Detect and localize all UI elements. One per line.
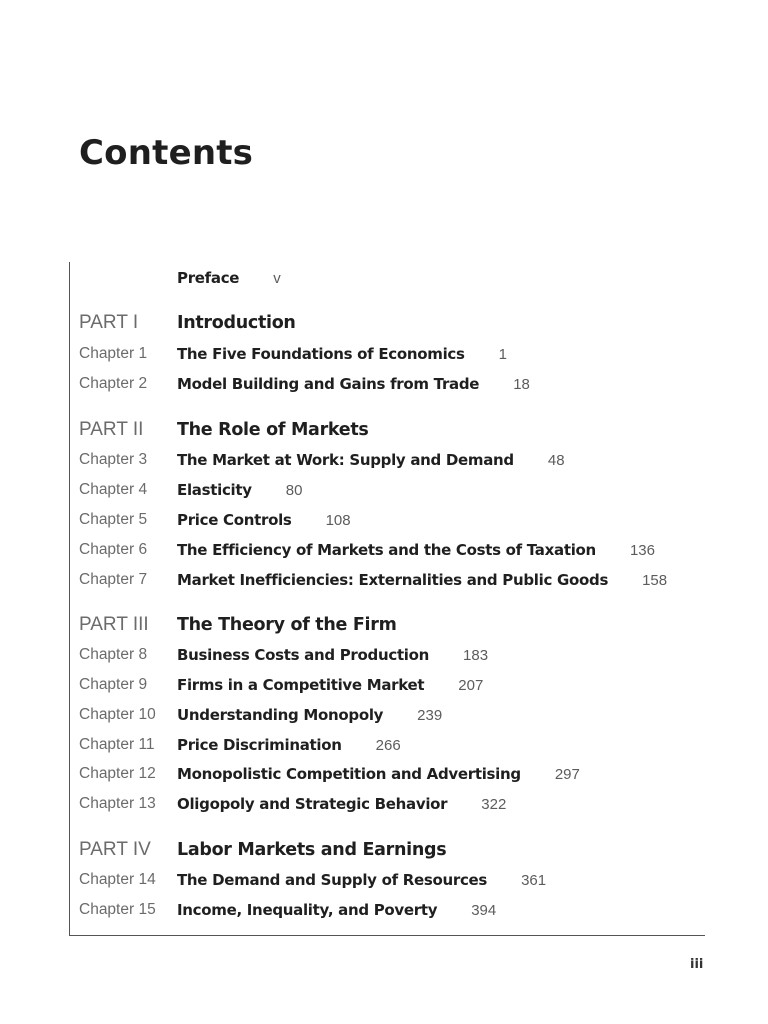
chapter-label: Chapter 13 [79, 795, 156, 812]
part-label: PART III [79, 614, 149, 635]
part-title: Labor Markets and Earnings [177, 840, 447, 860]
chapter-title: Monopolistic Competition and Advertising [177, 765, 521, 783]
chapter-label: Chapter 10 [79, 706, 156, 723]
chapter-page-number: 136 [629, 541, 655, 559]
chapter-title: Income, Inequality, and Poverty [177, 901, 438, 919]
entry-page-number: v [273, 269, 281, 287]
part-title: The Theory of the Firm [177, 615, 397, 635]
chapter-page-number: 158 [642, 571, 668, 589]
part-label: PART II [79, 419, 144, 440]
chapter-entry[interactable] [79, 643, 488, 667]
chapter-entry[interactable] [79, 508, 351, 532]
part-heading[interactable] [79, 613, 397, 637]
chapter-entry[interactable] [79, 868, 546, 892]
chapter-title: Understanding Monopoly [177, 706, 384, 724]
chapter-page-number: 239 [417, 706, 443, 724]
chapter-label: Chapter 7 [79, 571, 148, 588]
chapter-title: The Five Foundations of Economics [177, 345, 465, 363]
chapter-page-number: 183 [463, 646, 489, 664]
page-title: Contents [79, 133, 254, 173]
chapter-title: Firms in a Competitive Market [177, 676, 425, 694]
part-label: PART IV [79, 839, 151, 860]
chapter-entry[interactable] [79, 538, 655, 562]
chapter-title: Model Building and Gains from Trade [177, 375, 480, 393]
chapter-title: The Market at Work: Supply and Demand [177, 451, 514, 469]
chapter-entry[interactable] [79, 448, 565, 472]
chapter-label: Chapter 4 [79, 481, 148, 498]
chapter-title: Elasticity [177, 481, 252, 499]
part-label: PART I [79, 312, 139, 333]
chapter-entry[interactable] [79, 792, 506, 816]
chapter-entry[interactable] [79, 762, 580, 786]
chapter-label: Chapter 5 [79, 511, 148, 528]
part-heading[interactable] [79, 838, 446, 862]
chapter-page-number: 266 [375, 736, 401, 754]
chapter-page-number: 80 [285, 481, 303, 499]
chapter-label: Chapter 12 [79, 765, 156, 782]
chapter-entry[interactable] [79, 568, 667, 592]
chapter-entry[interactable] [79, 703, 442, 727]
chapter-label: Chapter 6 [79, 541, 148, 558]
chapter-page-number: 48 [547, 451, 565, 469]
chapter-entry[interactable] [79, 372, 530, 396]
chapter-label: Chapter 11 [79, 736, 155, 753]
chapter-title: Market Inefficiencies: Externalities and Public Goods [177, 571, 609, 589]
chapter-entry[interactable] [79, 478, 302, 502]
chapter-label: Chapter 14 [79, 871, 156, 888]
entry-title: Preface [177, 269, 240, 287]
chapter-page-number: 394 [471, 901, 497, 919]
chapter-page-number: 297 [554, 765, 580, 783]
chapter-label: Chapter 2 [79, 375, 148, 392]
chapter-title: Price Discrimination [177, 736, 342, 754]
part-title: Introduction [177, 313, 296, 333]
chapter-page-number: 361 [521, 871, 547, 889]
chapter-title: The Demand and Supply of Resources [177, 871, 488, 889]
chapter-label: Chapter 15 [79, 901, 156, 918]
chapter-page-number: 1 [498, 345, 507, 363]
chapter-label: Chapter 9 [79, 676, 148, 693]
part-heading[interactable] [79, 418, 369, 442]
part-title: The Role of Markets [177, 420, 369, 440]
chapter-page-number: 322 [481, 795, 507, 813]
chapter-page-number: 108 [325, 511, 351, 529]
chapter-label: Chapter 8 [79, 646, 148, 663]
chapter-entry[interactable] [79, 342, 507, 366]
chapter-entry[interactable] [79, 898, 496, 922]
chapter-label: Chapter 3 [79, 451, 148, 468]
part-heading[interactable] [79, 311, 296, 335]
chapter-page-number: 207 [458, 676, 484, 694]
chapter-entry[interactable] [79, 733, 401, 757]
chapter-title: Price Controls [177, 511, 292, 529]
chapter-title: Business Costs and Production [177, 646, 430, 664]
toc-entry-preface[interactable] [79, 266, 281, 290]
chapter-entry[interactable] [79, 673, 483, 697]
chapter-label: Chapter 1 [79, 345, 148, 362]
chapter-title: Oligopoly and Strategic Behavior [177, 795, 448, 813]
page-folio: iii [690, 957, 704, 972]
chapter-title: The Efficiency of Markets and the Costs of Taxation [177, 541, 596, 559]
chapter-page-number: 18 [513, 375, 530, 393]
